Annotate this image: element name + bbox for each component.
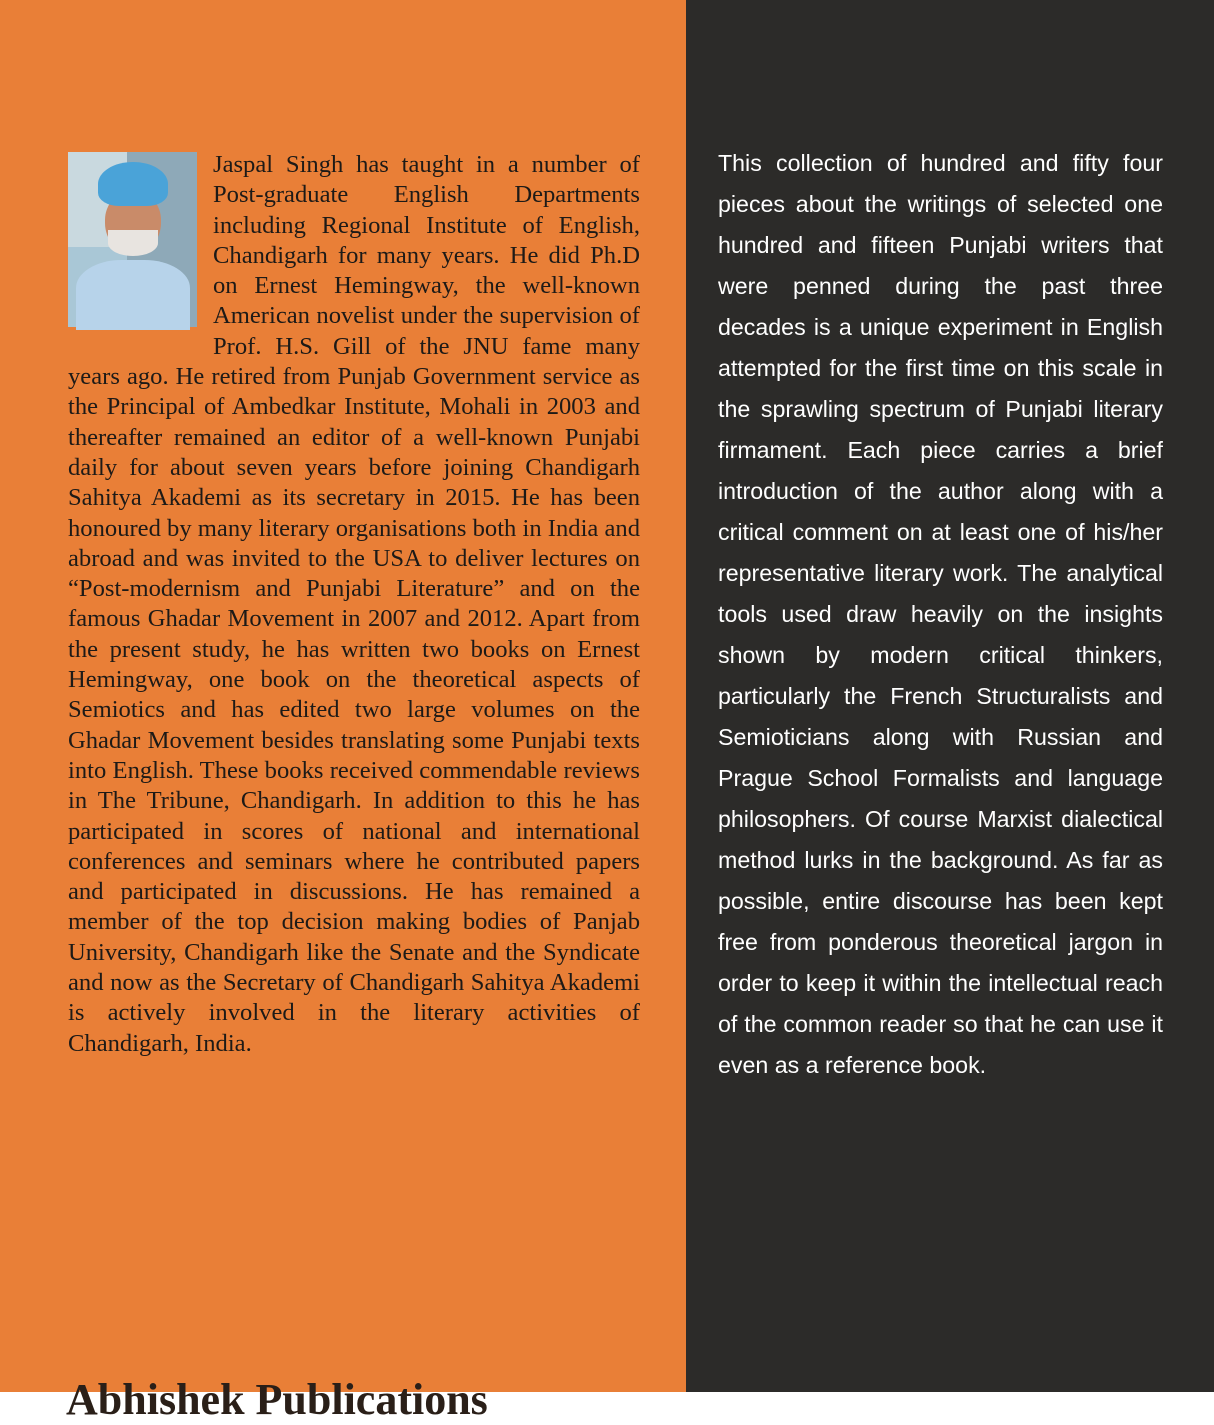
author-bio-text: Jaspal Singh has taught in a number of Post-graduate English Departments including Regional Institute of English, Chandigarh for many years. He did Ph.D on Ernest Hemingway, the well-known American novelist under the supervision of Prof. H.S. Gill of the JNU fame many years ago. He retired from Punjab Government service as the Principal of Ambedkar Institute, Mohali in 2003 and thereafter remained an editor of a well-known Punjabi daily for about seven years before joining Chandigarh Sahitya Akademi as its secretary in 2015. He has been honoured by many literary organisations both in India and abroad and was invited to the USA to deliver lectures on “Post-modernism and Punjabi Literature” and on the famous Ghadar Movement in 2007 and 2012. Apart from the present study, he has written two books on Ernest Hemingway, one book on the theoretical aspects of Semiotics and has edited two large volumes on the Ghadar Movement besides translating some Punjabi texts into English. These books received commendable reviews in The Tribune, Chandigarh. In addition to this he has participated in scores of national and international conferences and seminars where he contributed papers and participated in discussions. He has remained a member of the top decision making bodies of Panjab University, Chandigarh like the Senate and the Syndicate and now as the Secretary of Chandigarh Sahitya Akademi is actively involved in the literary activities of Chandigarh, India. — [68, 151, 640, 1057]
photo-turban — [98, 162, 168, 206]
publisher-name: Abhishek Publications — [66, 1375, 488, 1424]
photo-shirt — [76, 260, 190, 330]
author-photo — [68, 152, 197, 327]
book-blurb: This collection of hundred and fifty four pieces about the writings of selected one hundred and fifteen Punjabi writers that were penned during the past three decades is a unique experiment in English attempted for the first time on this scale in the sprawling spectrum of Punjabi literary firmament. Each piece carries a brief introduction of the author along with a critical comment on at least one of his/her representative literary work. The analytical tools used draw heavily on the insights shown by modern critical thinkers, particularly the French Structuralists and Semioticians along with Russian and Prague School Formalists and language philosophers. Of course Marxist dialectical method lurks in the background. As far as possible, entire discourse has been kept free from ponderous theoretical jargon in order to keep it within the intellectual reach of the common reader so that he can use it even as a reference book. — [718, 150, 1163, 1078]
author-bio — [68, 150, 640, 1059]
photo-beard — [108, 230, 158, 256]
